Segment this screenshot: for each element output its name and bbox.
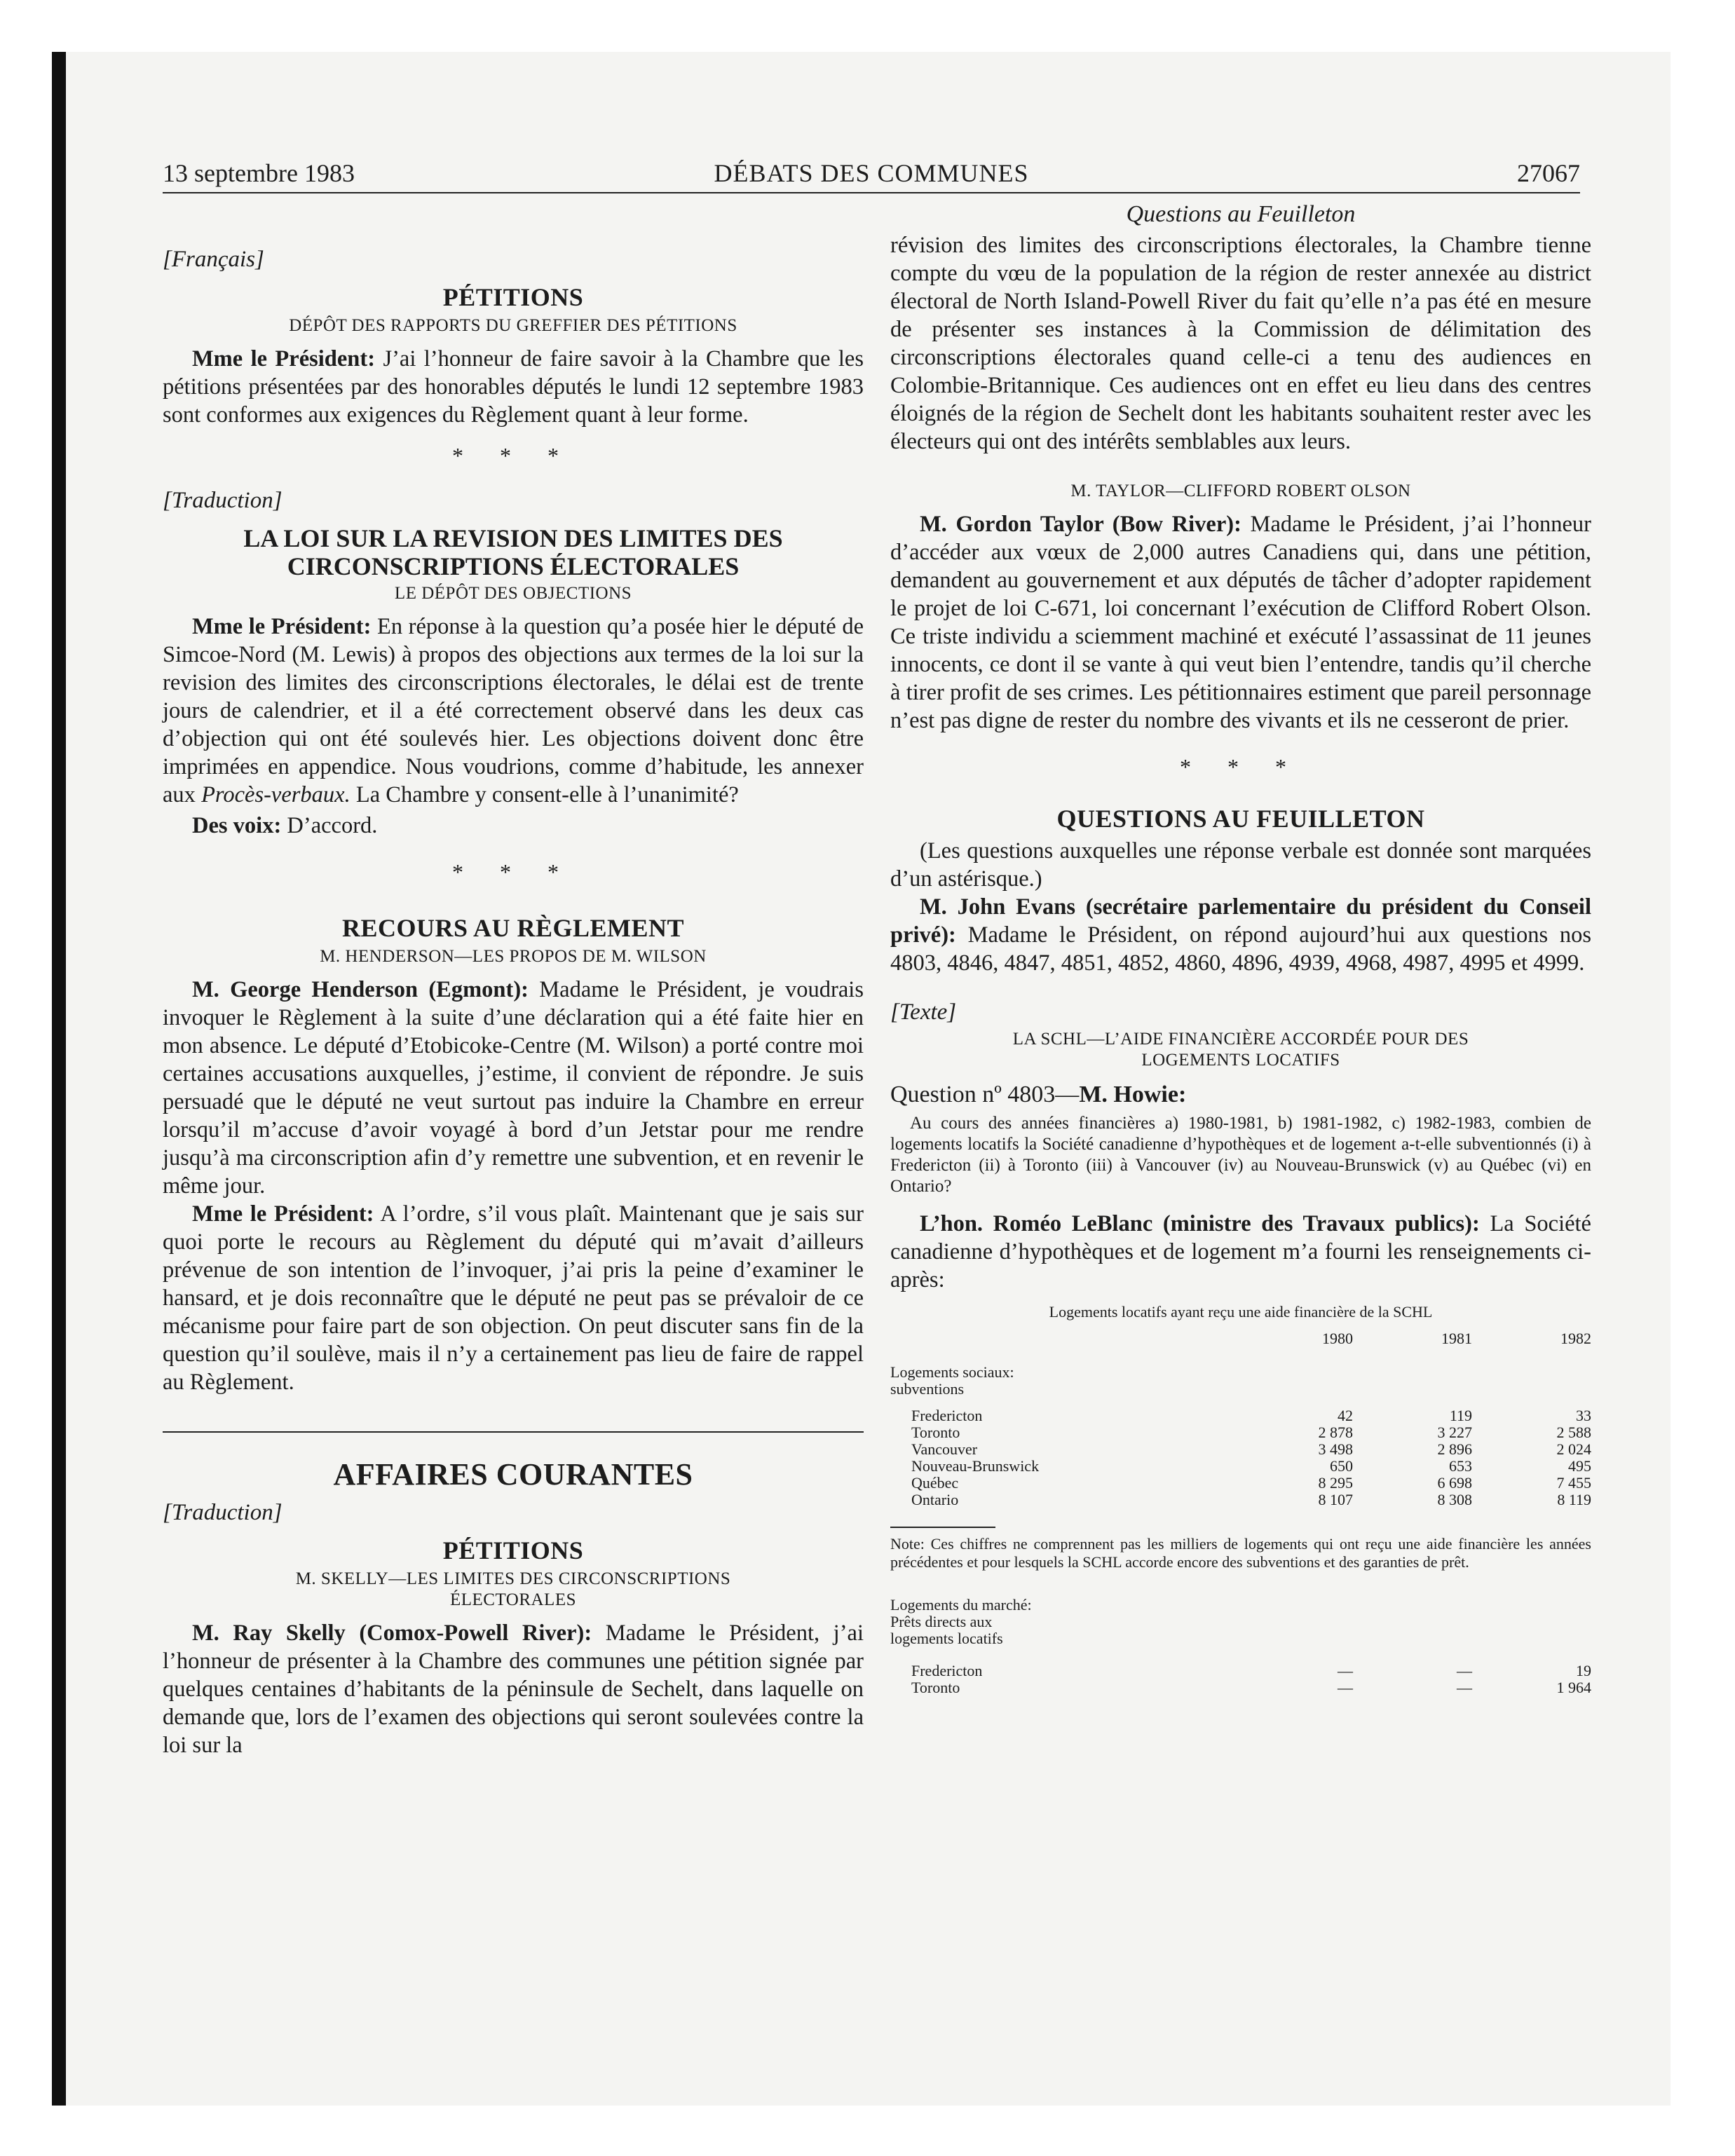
table-row [890,1679,1591,1696]
table-row [890,1663,1591,1679]
cell: — [1338,1662,1353,1679]
paragraph [890,1210,1591,1294]
row-label: Fredericton [911,1407,983,1424]
note-rule [890,1527,995,1528]
speech-text: Madame le Président, j’ai l’honneur d’accéder aux vœux de 2,000 autres Canadiens qui, dans une pétition, demandent au gouvernement et aux députés de tâcher d’adopter rapidement le projet de loi C-671, loi concernant l’exécution de Clifford Robert Olson. Ce triste individu a sciemment machiné et exécuté l’assassinat de 11 jeunes innocents, ce dont il se vante à qui veut bien l’entendre, tandis qu’il cherche à tirer profit de ses crimes. Les pétitionnaires estiment que pareil personnage n’est pas digne de rester du nombre des vivants et ils ne cesseront de prier. [890,512,1591,733]
separator-stars: * * * [1180,754,1302,779]
cell: 19 [1576,1662,1591,1679]
cell: 1 964 [1556,1679,1591,1696]
paragraph [163,345,864,429]
page-header [163,153,1580,193]
cell: 3 498 [1318,1440,1353,1458]
speaker: L’hon. Roméo LeBlanc (ministre des Travaux publics): [920,1211,1480,1236]
year-header: 1981 [1441,1330,1472,1347]
question-number: Question nº 4803— [890,1082,1080,1107]
section-subheading: LA SCHL—L’AIDE FINANCIÈRE ACCORDÉE POUR DES LOGEMENTS LOCATIFS [1012,1030,1469,1070]
section-subheading: M. SKELLY—LES LIMITES DES CIRCONSCRIPTIONS ÉLECTORALES [295,1569,731,1609]
question-author: M. Howie: [1079,1082,1187,1107]
cell: 8 295 [1318,1474,1353,1492]
speech-text: J’ai l’honneur de faire savoir à la Chambre que les pétitions présentées par des honorables députés le lundi 12 septembre 1983 sont conformes aux exigences du Règlement quant à leur forme. [163,346,864,428]
separator-stars: * * * [452,859,574,885]
row-label: Toronto [911,1679,960,1696]
cell: 8 107 [1318,1491,1353,1508]
table-row [890,1492,1591,1508]
cell: 2 588 [1556,1424,1591,1441]
cell: 3 227 [1437,1424,1472,1441]
speech-text: Madame le Président, on répond aujourd’hui aux questions nos 4803, 4846, 4847, 4851, 4852, 4860, 4896, 4939, 4968, 4987, 4995 et 4999. [890,922,1591,976]
speaker: M. Ray Skelly (Comox-Powell River): [192,1621,592,1646]
question-title [890,1081,1591,1109]
cell: 495 [1568,1457,1591,1475]
table-group-market [890,1597,1591,1696]
speaker: Mme le Président: [192,346,376,371]
year-header: 1982 [1560,1330,1591,1347]
cell: 8 308 [1437,1491,1472,1508]
cell: — [1457,1662,1472,1679]
section-heading: PÉTITIONS [442,1536,584,1564]
row-label: Nouveau-Brunswick [911,1457,1040,1475]
row-label: Québec [911,1474,959,1492]
section-heading: LA LOI SUR LA REVISION DES LIMITES DES CIRCONSCRIPTIONS ÉLECTORALES [243,524,783,580]
paragraph [890,893,1591,977]
paragraph [163,812,864,840]
section-subheading: LE DÉPÔT DES OBJECTIONS [394,584,632,603]
running-head: Questions au Feuilleton [1126,201,1356,227]
table-row [890,1475,1591,1492]
group-label: Prêts directs aux [890,1613,993,1630]
cell: 2 878 [1318,1424,1353,1441]
section-heading: AFFAIRES COURANTES [333,1457,693,1492]
scan-edge [52,52,66,2106]
header-date: 13 septembre 1983 [163,159,355,187]
paragraph: (Les questions auxquelles une réponse verbale est donnée sont marquées d’un astérisque.) [890,838,1591,892]
table-row [890,1407,1591,1424]
row-label: Vancouver [911,1440,978,1458]
paragraph [163,1200,864,1396]
speaker: Mme le Président: [192,614,372,639]
group-label: Logements du marché: [890,1596,1032,1613]
group-label: Logements sociaux: [890,1363,1014,1381]
cell: 653 [1449,1457,1472,1475]
speaker: M. John Evans (secrétaire parlementaire du président du Conseil privé): [890,894,1591,948]
speech-text: Madame le Président, je voudrais invoquer le Règlement à la suite d’une déclaration qui a été faite hier en mon absence. Le député d’Etobicoke-Centre (M. Wilson) a porté contre moi certaines accusations auxquelles, j’estime, il convient de répondre. Je suis persuadé que le député ne veut surtout pas induire la Chambre en erreur lorsqu’il m’accuse d’avoir voyagé à bord d’un Jetstar pour me rendre jusqu’à ma circonscription afin d’y remettre une subvention, et en revenir le même jour. [163,977,864,1199]
row-label: Fredericton [911,1662,983,1679]
header-page-number: 27067 [1517,159,1580,187]
cell: — [1457,1679,1472,1696]
section-heading: QUESTIONS AU FEUILLETON [1056,805,1425,833]
language-tag: [Traduction] [163,488,283,513]
language-tag: [Français] [163,247,264,272]
table-group-social [890,1364,1591,1508]
row-label: Ontario [911,1491,959,1508]
left-column [163,203,864,1759]
year-header: 1980 [1322,1330,1353,1347]
cell: 42 [1338,1407,1353,1424]
cell: — [1338,1679,1353,1696]
table-header-row [890,1330,1591,1351]
section-rule [163,1431,864,1433]
speech-italic: Procès-verbaux. [201,782,351,807]
cell: 6 698 [1437,1474,1472,1492]
right-column [890,202,1591,1710]
speech-text: Madame le Président, j’ai l’honneur de présenter à la Chambre des communes une pétition signée par quelques centaines d’habitants de la péninsule de Sechelt, dans laquelle on demande que, lors de l’examen des objections qui seront soulevées contre la loi sur la [163,1621,864,1758]
paragraph [163,1619,864,1759]
section-heading: RECOURS AU RÈGLEMENT [341,914,685,942]
section-subheading: DÉPÔT DES RAPPORTS DU GREFFIER DES PÉTITIONS [289,316,737,335]
speech-text: A l’ordre, s’il vous plaît. Maintenant que je sais sur quoi porte le recours au Règlement du député qui m’avait d’ailleurs prévenue de son intention de l’invoquer, j’ai pris la peine d’examiner le hansard, et je dois reconnaître que le député ne peut pas se prévaloir de ce mécanisme pour faire part de son objection. On peut discuter sans fin de la question qu’il soulève, mais il n’y a certainement pas lieu de faire de rappel au Règlement. [163,1201,864,1395]
table-row [890,1441,1591,1458]
paragraph: révision des limites des circonscriptions électorales, la Chambre tienne compte du vœu de la population de la région de rester annexée au district électoral de North Island-Powell River du fait qu’elle n’a pas été en mesure de présenter ses instances à la Commission de délimitation des circonscriptions électorales quand celle-ci a tenu des audiences en Colombie-Britannique. Ces audiences ont en effet eu lieu dans des centres éloignés de la région de Sechelt dont les habitants souhaitent rester avec les électeurs qui ont des intérêts semblables aux leurs. [890,233,1591,454]
paragraph [163,613,864,809]
group-label: subventions [890,1380,965,1398]
table-note: Note: Ces chiffres ne comprennent pas les milliers de logements qui ont reçu une aide financière les années précédentes et pour lesquels la SCHL accorde encore des subventions et des garanties de prêt. [890,1535,1591,1571]
group-label: logements locatifs [890,1630,1003,1647]
section-subheading: M. TAYLOR—CLIFFORD ROBERT OLSON [1070,482,1411,500]
table-row [890,1424,1591,1441]
cell: 8 119 [1557,1491,1591,1508]
language-tag: [Traduction] [163,1500,283,1525]
question-body: Au cours des années financières a) 1980-1981, b) 1981-1982, c) 1982-1983, combien de logements locatifs la Société canadienne d’hypothèques et de logement a-t-elle subventionnés (i) à Fredericton (ii) à Toronto (iii) à Vancouver (iv) au Nouveau-Brunswick (v) au Québec (vi) en Ontario? [890,1114,1591,1196]
cell: 2 896 [1437,1440,1472,1458]
speaker: Des voix: [192,813,282,838]
speaker: M. Gordon Taylor (Bow River): [920,512,1241,537]
cell: 2 024 [1556,1440,1591,1458]
section-heading: PÉTITIONS [442,283,584,311]
speech-text: En réponse à la question qu’a posée hier le député de Simcoe-Nord (M. Lewis) à propos des objections aux termes de la loi sur la revision des limites des circonscriptions électorales, le délai est de trente jours de calendrier, et il a été correctement observé dans les deux cas d’objection qui ont été soulevés hier. Les objections doivent donc être imprimées en appendice. Nous voudrions, comme d’habitude, les annexer aux [163,614,864,807]
speech-text: La Société canadienne d’hypothèques et de logement m’a fourni les renseignements ci-après: [890,1211,1591,1292]
data-table [890,1304,1591,1696]
speech-text: D’accord. [281,813,378,838]
paragraph [890,510,1591,735]
cell: 7 455 [1556,1474,1591,1492]
cell: 33 [1576,1407,1591,1424]
paragraph [163,976,864,1200]
separator-stars: * * * [452,443,574,468]
speaker: Mme le Président: [192,1201,374,1227]
table-row [890,1458,1591,1475]
speaker: M. George Henderson (Egmont): [192,977,529,1002]
cell: 650 [1330,1457,1353,1475]
cell: 119 [1449,1407,1472,1424]
section-subheading: M. HENDERSON—LES PROPOS DE M. WILSON [320,947,707,966]
row-label: Toronto [911,1424,960,1441]
language-tag: [Texte] [890,999,957,1025]
speech-text: La Chambre y consent-elle à l’unanimité? [350,782,739,807]
table-title: Logements locatifs ayant reçu une aide financière de la SCHL [1049,1303,1433,1321]
header-title: DÉBATS DES COMMUNES [714,159,1029,187]
